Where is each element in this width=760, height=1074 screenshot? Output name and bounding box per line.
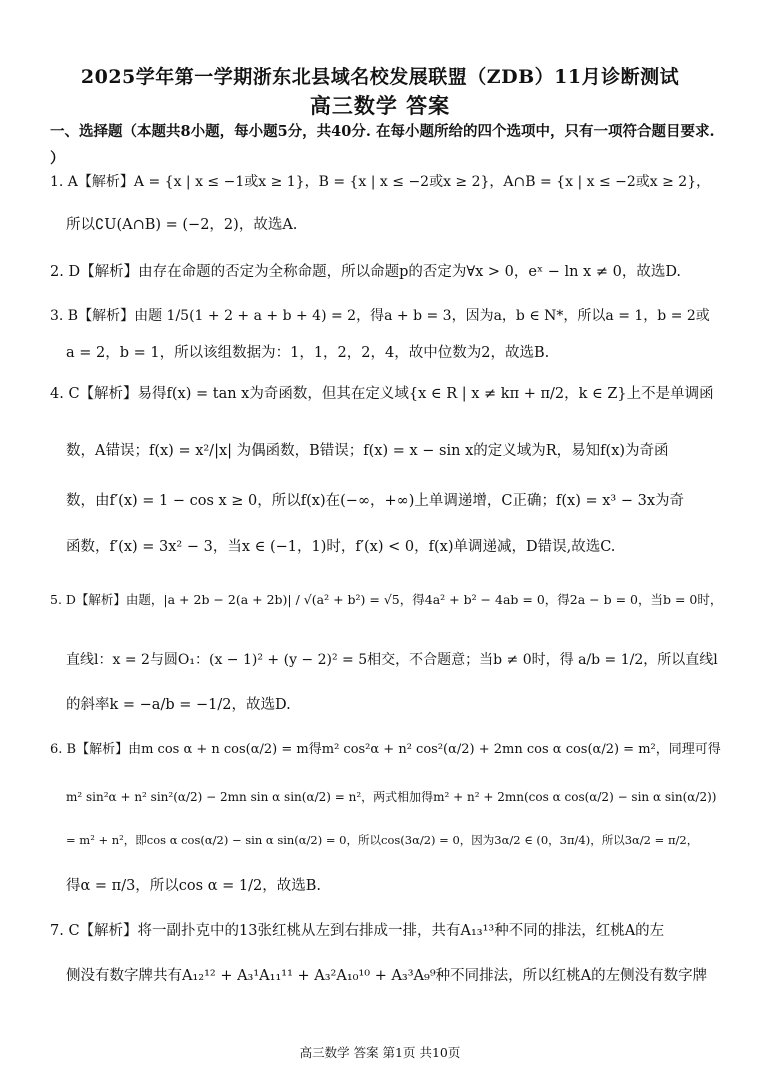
exam-title: 2025学年第一学期浙东北县域名校发展联盟（ZDB）11月诊断测试 [80, 66, 680, 88]
answer-line: 数，由f′(x) = 1 − cos x ≥ 0，所以f(x)在(−∞，+∞)上单调递增，C正确；f(x) = x³ − 3x为奇 [66, 493, 684, 509]
answer-line: 直线l：x = 2与圆O₁：(x − 1)² + (y − 2)² = 5相交，不合题意；当b ≠ 0时，得 a/b = 1/2，所以直线l [66, 652, 718, 668]
answer-line: 1. A【解析】A = {x | x ≤ −1或x ≥ 1}，B = {x | x ≤ −2或x ≥ 2}，A∩B = {x | x ≤ −2或x ≥ 2}， [50, 174, 711, 190]
answer-line: 4. C【解析】易得f(x) = tan x为奇函数，但其在定义域{x ∈ R | x ≠ kπ + π/2，k ∈ Z}上不是单调函 [50, 386, 714, 402]
answer-line: 5. D【解析】由题，|a + 2b − 2(a + 2b)| / √(a² + b²) = √5，得4a² + b² − 4ab = 0，得2a − b = 0，当b = 0时， [50, 592, 722, 607]
answer-line: 得α = π/3，所以cos α = 1/2，故选B. [66, 878, 321, 894]
answer-line: 3. B【解析】由题 1/5(1 + 2 + a + b + 4) = 2，得a + b = 3，因为a，b ∈ N*，所以a = 1，b = 2或 [50, 308, 710, 324]
answer-line: 函数，f′(x) = 3x² − 3，当x ∈ (−1，1)时，f′(x) < 0，f(x)单调递减，D错误,故选C. [66, 539, 616, 555]
answer-line: 所以∁U(A∩B) = (−2，2)，故选A. [66, 217, 298, 233]
answer-line: 6. B【解析】由m cos α + n cos(α/2) = m得m² cos²α + n² cos²(α/2) + 2mn cos α cos(α/2) = m²，同理可得 [50, 742, 721, 757]
page-footer: 高三数学 答案 第1页 共10页 [299, 1045, 461, 1060]
answer-line: m² sin²α + n² sin²(α/2) − 2mn sin α sin(α/2) = n²，两式相加得m² + n² + 2mn(cos α cos(α/2) − sin α sin(α/2)) [66, 790, 717, 804]
section-heading: 一、选择题（本题共8小题，每小题5分，共40分. 在每小题所给的四个选项中，只有一项符合题目要求. ） [50, 123, 715, 167]
answer-line: = m² + n²，即cos α cos(α/2) − sin α sin(α/2) = 0，所以cos(3α/2) = 0，因为3α/2 ∈ (0，3π/4)，所以3α/2 = π/2， [66, 833, 699, 847]
answer-line: 数，A错误；f(x) = x²/|x| 为偶函数，B错误；f(x) = x − sin x的定义域为R，易知f(x)为奇函 [66, 443, 669, 459]
page-title: 高三数学 答案 [309, 93, 451, 118]
answer-line: 的斜率k = −a/b = −1/2，故选D. [66, 697, 291, 713]
answer-line: 7. C【解析】将一副扑克中的13张红桃从左到右排成一排，共有A₁₃¹³种不同的排法，红桃A的左 [50, 923, 665, 939]
answer-line: a = 2，b = 1，所以该组数据为：1，1，2，2，4，故中位数为2，故选B. [66, 345, 550, 361]
answer-line: 侧没有数字牌共有A₁₂¹² + A₃¹A₁₁¹¹ + A₃²A₁₀¹⁰ + A₃³A₉⁹种不同排法，所以红桃A的左侧没有数字牌 [66, 968, 708, 984]
answer-line: 2. D【解析】由存在命题的否定为全称命题，所以命题p的否定为∀x > 0，eˣ − ln x ≠ 0，故选D. [50, 264, 682, 280]
